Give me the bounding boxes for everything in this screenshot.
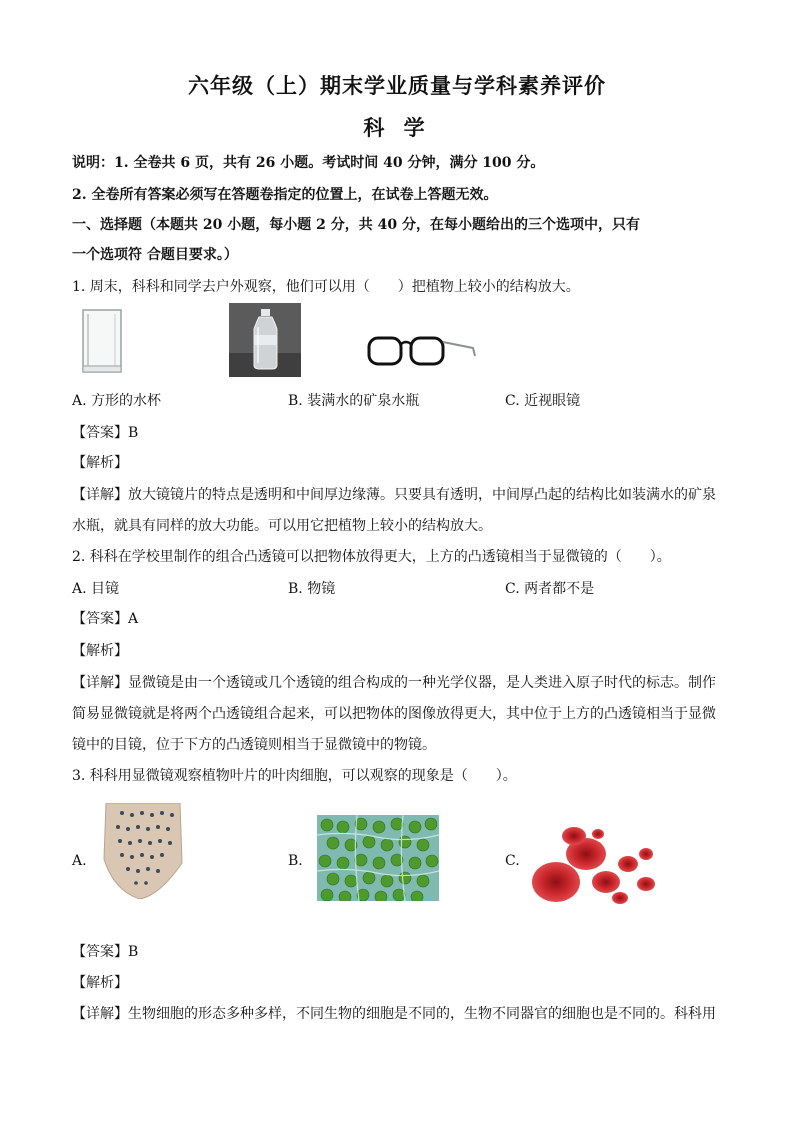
q2-answer	[72, 608, 138, 628]
q1-image-glasses	[365, 330, 477, 370]
q3-analysis-tag: 【解析】	[72, 975, 128, 991]
q1-option-c: C. 近视眼镜	[505, 393, 581, 409]
section1-header-cont: 一个选项符 合题目要求。）	[72, 247, 238, 263]
q1-answer	[72, 422, 138, 442]
q1-image-bottle	[229, 303, 301, 377]
q3-option-a: A.	[72, 853, 87, 869]
q1-detail-1	[72, 484, 716, 504]
q1-option-b: B. 装满水的矿泉水瓶	[288, 393, 420, 409]
q1-answer-value: B	[128, 425, 139, 441]
q3-detail-tag: 【详解】	[72, 1006, 128, 1022]
q3-image-leaf-cells	[317, 815, 439, 901]
q3-image-root-tip	[100, 803, 186, 899]
subject-title: 科 学	[363, 115, 431, 140]
q3-detail-text-1: 生物细胞的形态多种多样，不同生物的细胞是不同的，生物不同器官的细胞也是不同的。科科用	[128, 1006, 716, 1022]
q1-stem: 1. 周末，科科和同学去户外观察，他们可以用（ ）把植物上较小的结构放大。	[72, 279, 580, 295]
q2-detail-text-1: 显微镜是由一个透镜或几个透镜的组合构成的一种光学仪器，是人类进入原子时代的标志。制作	[128, 675, 716, 691]
q1-detail-tag: 【详解】	[72, 487, 128, 503]
q2-option-c: C. 两者都不是	[505, 581, 595, 597]
q3-answer	[72, 941, 138, 961]
q3-answer-tag: 【答案】	[72, 944, 128, 960]
q1-option-a: A. 方形的水杯	[72, 393, 162, 409]
q1-image-cup	[80, 308, 124, 374]
q1-detail-text-1: 放大镜镜片的特点是透明和中间厚边缘薄。只要具有透明，中间厚凸起的结构比如装满水的矿泉	[128, 487, 716, 503]
q3-detail-1	[72, 1003, 716, 1023]
q3-image-blood-cells	[528, 824, 660, 910]
q2-stem: 2. 科科在学校里制作的组合凸透镜可以把物体放得更大，上方的凸透镜相当于显微镜的（ ）。	[72, 549, 671, 565]
q2-answer-value: A	[128, 611, 139, 627]
q2-answer-tag: 【答案】	[72, 611, 128, 627]
q1-answer-tag: 【答案】	[72, 425, 128, 441]
q3-answer-value: B	[128, 944, 139, 960]
q2-analysis-tag: 【解析】	[72, 643, 128, 659]
q3-option-c: C.	[505, 853, 520, 869]
q2-option-a: A. 目镜	[72, 581, 120, 597]
q2-detail-tag: 【详解】	[72, 675, 128, 691]
q1-detail-2: 水瓶，就具有同样的放大功能。可以用它把植物上较小的结构放大。	[72, 518, 492, 534]
q3-stem: 3. 科科用显微镜观察植物叶片的叶肉细胞，可以观察的现象是（ ）。	[72, 768, 517, 784]
q2-option-b: B. 物镜	[288, 581, 336, 597]
section1-header: 一、选择题（本题共 20 小题，每小题 2 分，共 40 分，在每小题给出的三个选项中，只有	[72, 217, 640, 233]
q3-option-b: B.	[288, 853, 303, 869]
q2-detail-3: 镜中的目镜，位于下方的凸透镜则相当于显微镜中的物镜。	[72, 737, 436, 753]
q1-analysis-tag: 【解析】	[72, 455, 128, 471]
instructions-line2: 2. 全卷所有答案必须写在答题卷指定的位置上，在试卷上答题无效。	[72, 187, 498, 203]
page-title: 六年级（上）期末学业质量与学科素养评价	[188, 73, 606, 98]
q2-detail-1	[72, 672, 716, 692]
instructions-line1: 说明：1. 全卷共 6 页，共有 26 小题。考试时间 40 分钟，满分 100 分。	[72, 155, 545, 171]
q2-detail-2: 简易显微镜就是将两个凸透镜组合起来，可以把物体的图像放得更大，其中位于上方的凸透镜相当于显微	[72, 706, 716, 722]
